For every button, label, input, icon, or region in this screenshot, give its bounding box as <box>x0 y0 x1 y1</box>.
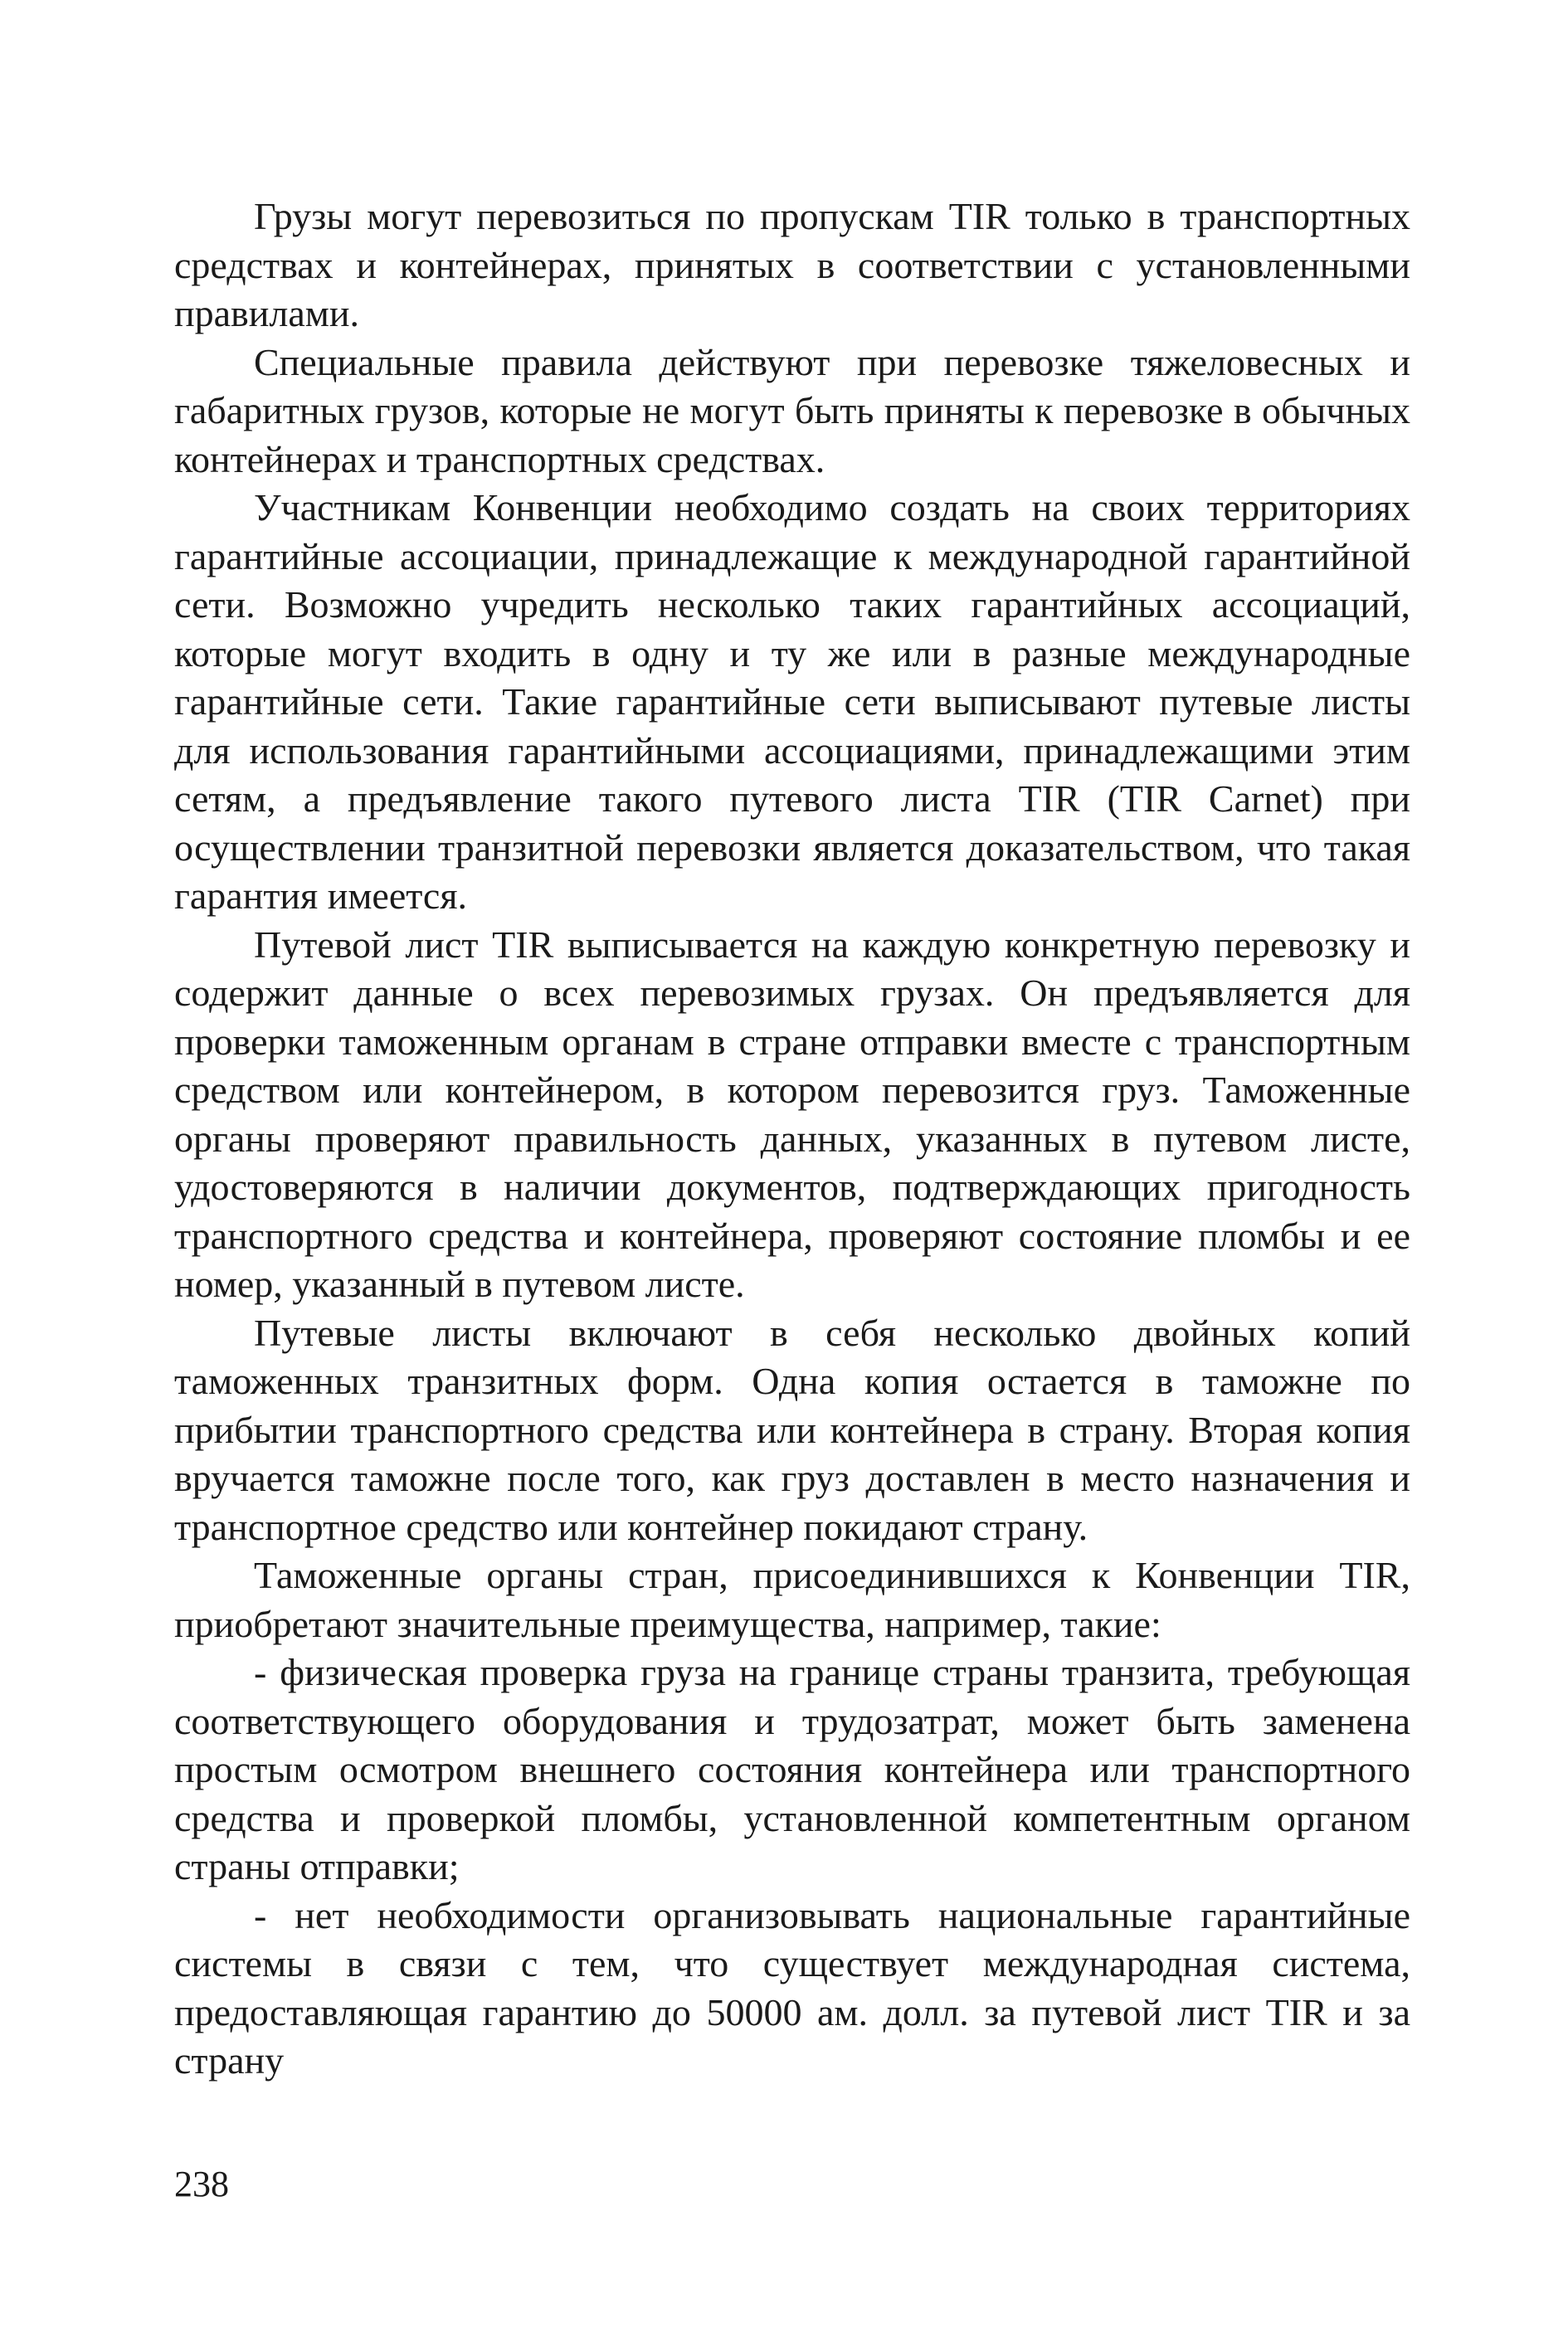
page-number: 238 <box>174 2164 229 2204</box>
paragraph-5: Путевые листы включают в себя несколько двойных копий таможенных транзитных форм. Одна копия остается в таможне по прибытии транспортного средства или контейнера в страну. Вторая копия вручается таможне после того, как груз доставлен в место назначения и транспортное средство или контейнер покидают страну. <box>174 1311 1410 1548</box>
list-item-2: - нет необходимости организовывать национальные гарантийные системы в связи с тем, что существует международная система, предоставляющая гарантию до 50000 ам. долл. за путевой лист TIR и за страну <box>174 1893 1410 2082</box>
paragraph-6: Таможенные органы стран, присоединившихся к Конвенции TIR, приобретают значительные преимущества, например, такие: <box>174 1554 1410 1645</box>
paragraph-4: Путевой лист TIR выписывается на каждую конкретную перевозку и содержит данные о всех перевозимых грузах. Он предъявляется для проверки таможенным органам в стране отправки вместе с транспортным средством или контейнером, в котором перевозится груз. Таможенные органы проверяют правильность данных, указанных в путевом листе, удостоверяются в наличии документов, подтверждающих пригодность транспортного средства и контейнера, проверяют состояние пломбы и ее номер, указанный в путевом листе. <box>174 923 1410 1305</box>
body-text <box>174 192 1410 2086</box>
paragraph-1: Грузы могут перевозиться по пропускам TIR только в транспортных средствах и контейнерах, принятых в соответствии с установленными правилами. <box>174 195 1410 334</box>
list-item-1: - физическая проверка груза на границе страны транзита, требующая соответствующего оборудования и трудозатрат, может быть заменена простым осмотром внешнего состояния контейнера или транспортного средства и проверкой пломбы, установленной компетентным органом страны отправки; <box>174 1651 1410 1887</box>
paragraph-2: Специальные правила действуют при перевозке тяжеловесных и габаритных грузов, которые не могут быть приняты к перевозке в обычных контейнерах и транспортных средствах. <box>174 340 1410 480</box>
paragraph-3: Участникам Конвенции необходимо создать на своих территориях гарантийные ассоциации, принадлежащие к международной гарантийной сети. Возможно учредить несколько таких гарантийных ассоциаций, которые могут входить в одну и ту же или в разные международные гарантийные сети. Такие гарантийные сети выписывают путевые листы для использования гарантийными ассоциациями, принадлежащими этим сетям, а предъявление такого путевого листа TIR (TIR Carnet) при осуществлении транзитной перевозки является доказательством, что такая гарантия имеется. <box>174 486 1410 917</box>
